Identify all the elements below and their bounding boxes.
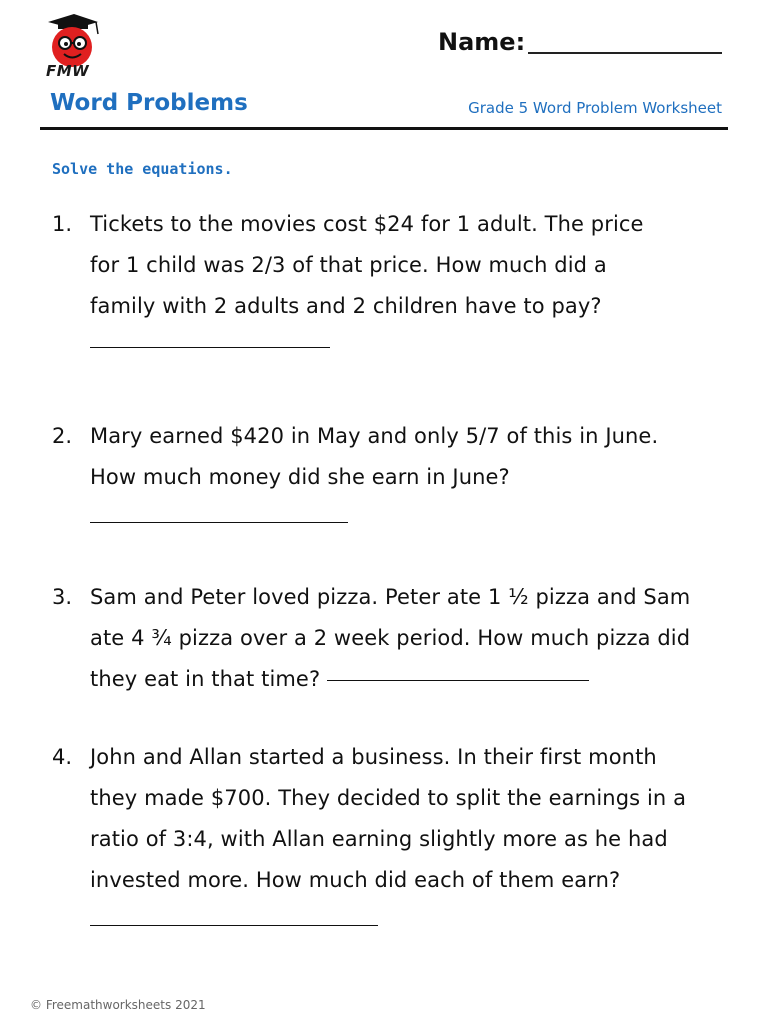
problem-number: 3.: [52, 585, 73, 609]
text-segment: they eat in that time?: [90, 667, 321, 691]
problem-number: 2.: [52, 424, 73, 448]
header-divider: [40, 127, 728, 130]
worksheet-subtitle: Grade 5 Word Problem Worksheet: [468, 99, 722, 117]
answer-line[interactable]: [90, 347, 330, 348]
text-segment: pizza and Sam: [528, 585, 691, 609]
problem-text: [90, 416, 740, 539]
worksheet-title: Word Problems: [50, 90, 248, 116]
name-label: Name:: [438, 28, 526, 56]
problem-number: 1.: [52, 212, 73, 236]
problem-line: [90, 659, 740, 700]
apple-mascot-icon: [38, 10, 110, 70]
problem-line: How much money did she earn in June?: [90, 465, 510, 489]
instructions: Solve the equations.: [52, 160, 233, 178]
problem-text: [90, 577, 740, 700]
problem-line: [90, 577, 740, 618]
answer-line[interactable]: [327, 680, 589, 681]
problem-line: invested more. How much did each of them earn?: [90, 868, 621, 892]
text-segment: Sam and Peter loved pizza. Peter ate 1: [90, 585, 509, 609]
problem-line: they made $700. They decided to split the earnings in a: [90, 786, 687, 810]
problem-line: for 1 child was 2/3 of that price. How much did a: [90, 253, 607, 277]
text-segment: ate 4: [90, 626, 152, 650]
problem-line: ratio of 3:4, with Allan earning slightly more as he had: [90, 827, 668, 851]
copyright-footer: © Freemathworksheets 2021: [30, 998, 206, 1012]
problem-line: family with 2 adults and 2 children have to pay?: [90, 294, 602, 318]
problem-text: [90, 204, 740, 368]
answer-line[interactable]: [90, 925, 378, 926]
fraction-three-quarters: ¾: [151, 626, 172, 650]
problem-number: 4.: [52, 745, 73, 769]
problem-line: [90, 618, 740, 659]
text-segment: pizza over a 2 week period. How much pizza did: [171, 626, 691, 650]
problem-line: Tickets to the movies cost $24 for 1 adult. The price: [90, 212, 644, 236]
fraction-half: ½: [508, 585, 529, 609]
answer-line[interactable]: [90, 522, 348, 523]
name-field[interactable]: [528, 52, 722, 54]
logo-text: FMW: [46, 62, 90, 80]
problem-text: [90, 737, 740, 942]
problem-line: Mary earned $420 in May and only 5/7 of this in June.: [90, 424, 659, 448]
problem-line: John and Allan started a business. In their first month: [90, 745, 657, 769]
